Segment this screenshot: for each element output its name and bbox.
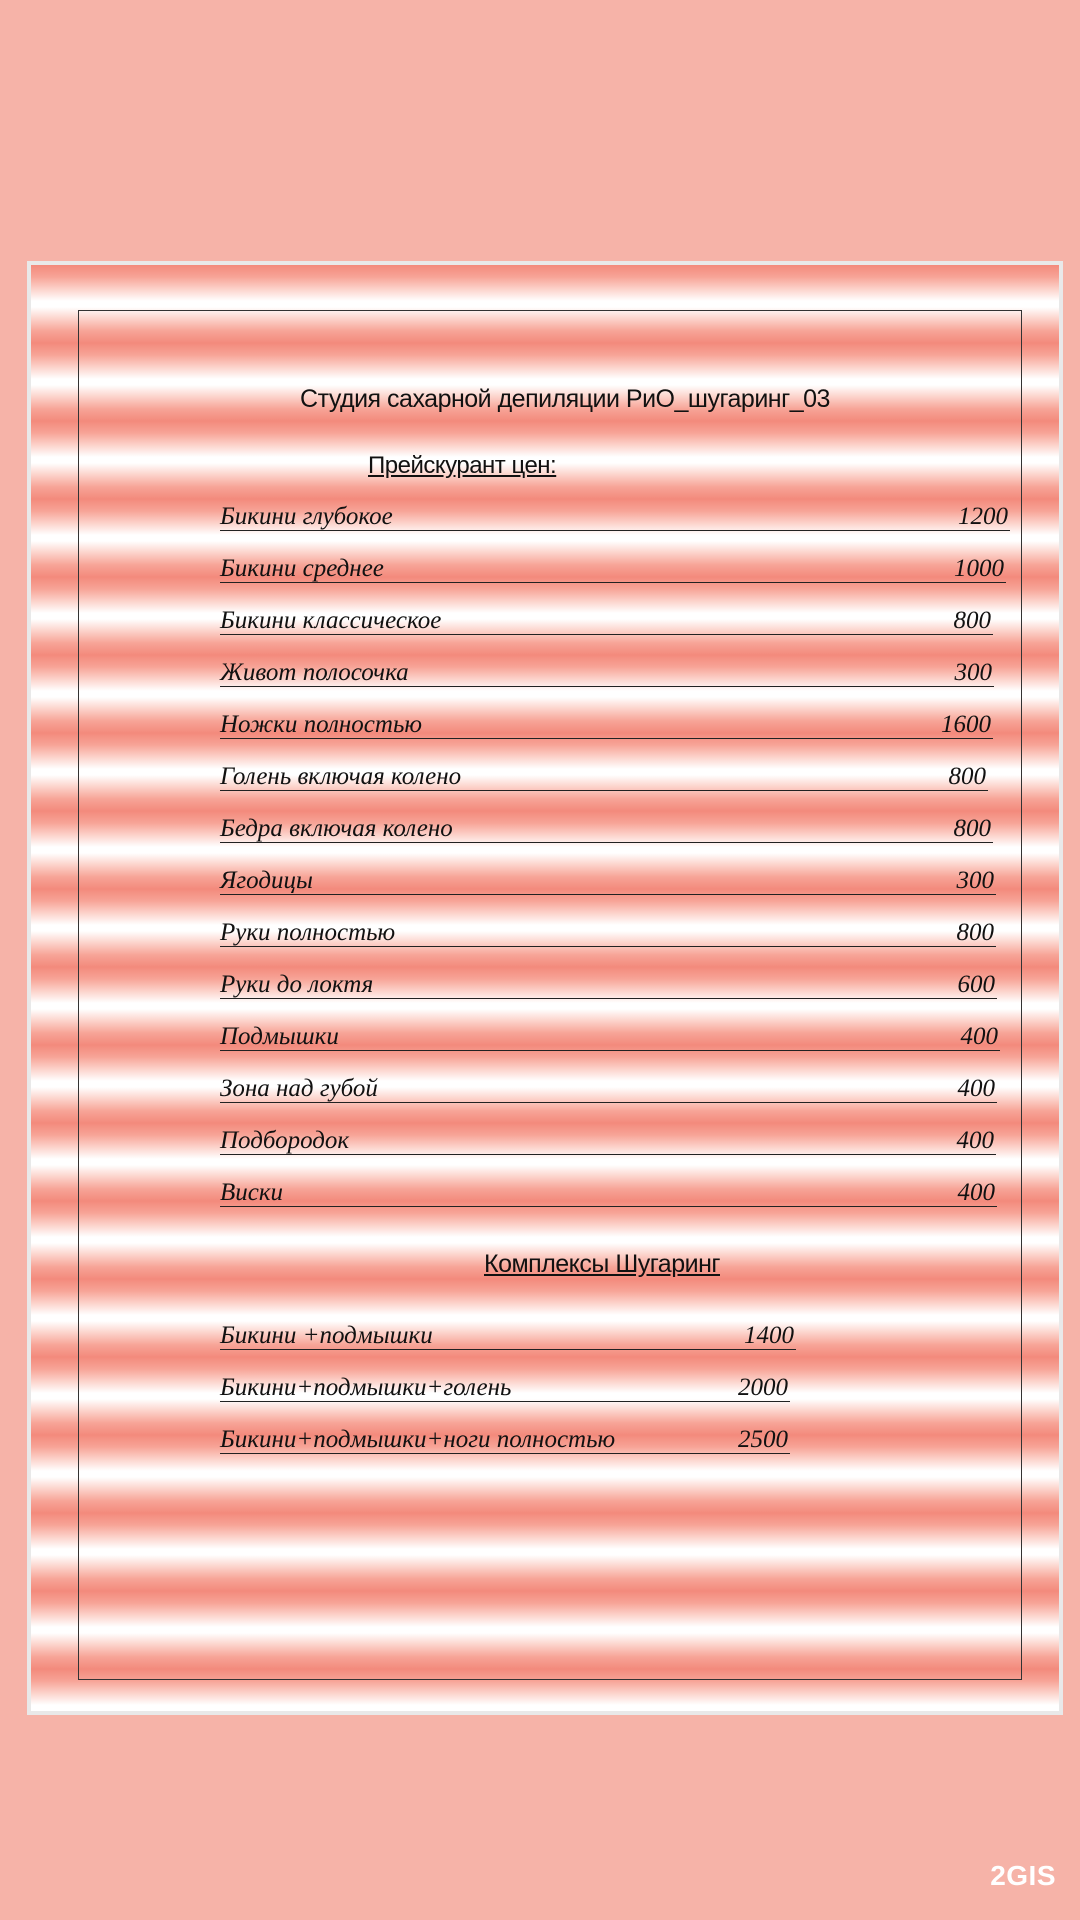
service-row xyxy=(220,647,994,687)
complex-name: Бикини+подмышки+ноги полностью xyxy=(220,1426,616,1453)
service-name: Зона над губой xyxy=(220,1075,378,1102)
service-price: 800 xyxy=(953,607,991,634)
service-name: Ножки полностью xyxy=(220,711,422,738)
service-price: 400 xyxy=(956,1127,994,1154)
complex-price: 2500 xyxy=(738,1426,788,1453)
service-price: 400 xyxy=(957,1179,995,1206)
service-name: Бикини среднее xyxy=(220,555,384,582)
service-row xyxy=(220,1063,997,1103)
service-name: Подмышки xyxy=(220,1023,339,1050)
service-row xyxy=(220,699,993,739)
2gis-watermark: 2GIS xyxy=(990,1860,1056,1891)
service-price: 800 xyxy=(956,919,994,946)
service-price: 800 xyxy=(953,815,991,842)
service-name: Бедра включая колено xyxy=(220,815,453,842)
service-row xyxy=(220,751,988,791)
service-name: Бикини глубокое xyxy=(220,503,393,530)
service-price: 600 xyxy=(957,971,995,998)
service-price: 1600 xyxy=(941,711,991,738)
service-row xyxy=(220,959,997,999)
service-row xyxy=(220,491,1010,531)
complex-name: Бикини+подмышки+голень xyxy=(220,1374,512,1401)
service-name: Ягодицы xyxy=(220,867,313,894)
price-list-heading: Прейскурант цен: xyxy=(368,452,557,479)
service-row xyxy=(220,1167,997,1207)
complexes-heading: Комплексы Шугаринг xyxy=(484,1250,720,1278)
price-list-sheet xyxy=(27,261,1063,1715)
service-price: 800 xyxy=(948,763,986,790)
service-price: 400 xyxy=(957,1075,995,1102)
complex-row xyxy=(220,1414,790,1454)
service-name: Бикини классическое xyxy=(220,607,442,634)
service-row xyxy=(220,907,996,947)
service-price: 1000 xyxy=(954,555,1004,582)
complex-name: Бикини +подмышки xyxy=(220,1322,433,1349)
service-name: Виски xyxy=(220,1179,284,1206)
service-price: 300 xyxy=(954,659,992,686)
service-name: Руки полностью xyxy=(220,919,396,946)
service-row xyxy=(220,1011,1000,1051)
service-name: Голень включая колено xyxy=(220,763,462,790)
service-price: 400 xyxy=(960,1023,998,1050)
studio-title: Студия сахарной депиляции РиО_шугаринг_03 xyxy=(300,385,830,413)
complex-price: 1400 xyxy=(744,1322,794,1349)
complex-row xyxy=(220,1310,796,1350)
service-name: Подбородок xyxy=(220,1127,350,1154)
service-row xyxy=(220,1115,996,1155)
service-row xyxy=(220,543,1006,583)
service-row xyxy=(220,595,993,635)
service-price: 1200 xyxy=(958,503,1008,530)
service-price: 300 xyxy=(956,867,994,894)
service-name: Живот полосочка xyxy=(220,659,409,686)
complex-row xyxy=(220,1362,790,1402)
complex-price: 2000 xyxy=(738,1374,788,1401)
service-name: Руки до локтя xyxy=(220,971,374,998)
service-row xyxy=(220,803,993,843)
service-row xyxy=(220,855,996,895)
